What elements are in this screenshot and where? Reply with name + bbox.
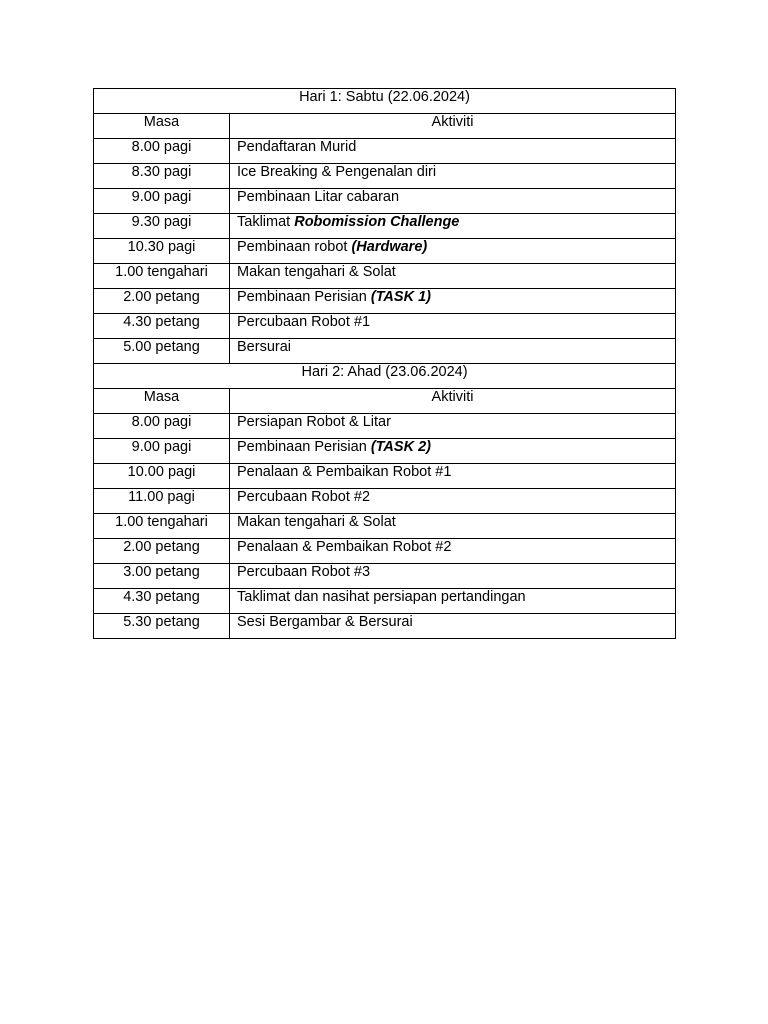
- schedule-row: [94, 614, 676, 639]
- schedule-row: [94, 339, 676, 364]
- activity-cell: [230, 339, 676, 364]
- activity-cell: [230, 414, 676, 439]
- activity-text: Makan tengahari & Solat: [237, 264, 396, 280]
- schedule-row: [94, 589, 676, 614]
- time-cell: 1.00 tengahari: [94, 264, 230, 289]
- column-header-row: [94, 114, 676, 139]
- time-cell: 2.00 petang: [94, 539, 230, 564]
- activity-text: Makan tengahari & Solat: [237, 514, 396, 530]
- time-cell: 3.00 petang: [94, 564, 230, 589]
- activity-emphasis: (TASK 1): [370, 289, 431, 305]
- activity-text: Penalaan & Pembaikan Robot #1: [237, 464, 452, 480]
- schedule-row: [94, 289, 676, 314]
- schedule-row: [94, 514, 676, 539]
- time-cell: 5.30 petang: [94, 614, 230, 639]
- time-cell: 9.00 pagi: [94, 189, 230, 214]
- schedule-row: [94, 414, 676, 439]
- time-cell: 11.00 pagi: [94, 489, 230, 514]
- activity-cell: [230, 189, 676, 214]
- activity-text: Bersurai: [237, 339, 291, 355]
- time-cell: 4.30 petang: [94, 589, 230, 614]
- activity-emphasis: (TASK 2): [370, 439, 431, 455]
- time-cell: 5.00 petang: [94, 339, 230, 364]
- activity-emphasis: (Hardware): [351, 239, 428, 255]
- activity-cell: [230, 239, 676, 264]
- time-cell: 9.30 pagi: [94, 214, 230, 239]
- schedule-row: [94, 189, 676, 214]
- schedule-row: [94, 439, 676, 464]
- time-cell: 10.00 pagi: [94, 464, 230, 489]
- activity-text: Pendaftaran Murid: [237, 139, 357, 155]
- activity-cell: [230, 514, 676, 539]
- activity-emphasis: Robomission Challenge: [294, 214, 460, 230]
- schedule-row: [94, 239, 676, 264]
- activity-text: Pembinaan Perisian: [237, 289, 371, 305]
- activity-text: Percubaan Robot #2: [237, 489, 371, 505]
- activity-cell: [230, 464, 676, 489]
- time-cell: 9.00 pagi: [94, 439, 230, 464]
- day-title: Hari 2: Ahad (23.06.2024): [94, 364, 676, 389]
- activity-cell: [230, 289, 676, 314]
- schedule-row: [94, 314, 676, 339]
- day-title-row: [94, 89, 676, 114]
- time-cell: 2.00 petang: [94, 289, 230, 314]
- activity-column-header: Aktiviti: [230, 114, 676, 139]
- activity-cell: [230, 139, 676, 164]
- activity-cell: [230, 564, 676, 589]
- activity-cell: [230, 489, 676, 514]
- schedule-body: [94, 89, 676, 639]
- activity-cell: [230, 589, 676, 614]
- activity-column-header: Aktiviti: [230, 389, 676, 414]
- activity-text: Pembinaan Litar cabaran: [237, 189, 400, 205]
- activity-text: Persiapan Robot & Litar: [237, 414, 391, 430]
- activity-text: Taklimat: [237, 214, 295, 230]
- activity-cell: [230, 314, 676, 339]
- schedule-table: [93, 88, 676, 639]
- activity-text: Ice Breaking & Pengenalan diri: [237, 164, 437, 180]
- activity-cell: [230, 164, 676, 189]
- activity-text: Taklimat dan nasihat persiapan pertandingan: [237, 589, 526, 605]
- time-column-header: Masa: [94, 114, 230, 139]
- day-title-row: [94, 364, 676, 389]
- schedule-row: [94, 214, 676, 239]
- schedule-row: [94, 139, 676, 164]
- schedule-row: [94, 164, 676, 189]
- schedule-row: [94, 539, 676, 564]
- activity-text: Pembinaan robot: [237, 239, 352, 255]
- time-column-header: Masa: [94, 389, 230, 414]
- schedule-row: [94, 264, 676, 289]
- activity-cell: [230, 214, 676, 239]
- activity-text: Percubaan Robot #1: [237, 314, 371, 330]
- activity-text: Penalaan & Pembaikan Robot #2: [237, 539, 452, 555]
- time-cell: 8.30 pagi: [94, 164, 230, 189]
- day-title: Hari 1: Sabtu (22.06.2024): [94, 89, 676, 114]
- time-cell: 10.30 pagi: [94, 239, 230, 264]
- time-cell: 8.00 pagi: [94, 139, 230, 164]
- schedule-row: [94, 464, 676, 489]
- time-cell: 4.30 petang: [94, 314, 230, 339]
- activity-text: Sesi Bergambar & Bersurai: [237, 614, 413, 630]
- activity-text: Percubaan Robot #3: [237, 564, 371, 580]
- column-header-row: [94, 389, 676, 414]
- time-cell: 8.00 pagi: [94, 414, 230, 439]
- activity-cell: [230, 614, 676, 639]
- activity-cell: [230, 264, 676, 289]
- schedule-row: [94, 564, 676, 589]
- activity-text: Pembinaan Perisian: [237, 439, 371, 455]
- activity-cell: [230, 539, 676, 564]
- schedule-row: [94, 489, 676, 514]
- time-cell: 1.00 tengahari: [94, 514, 230, 539]
- activity-cell: [230, 439, 676, 464]
